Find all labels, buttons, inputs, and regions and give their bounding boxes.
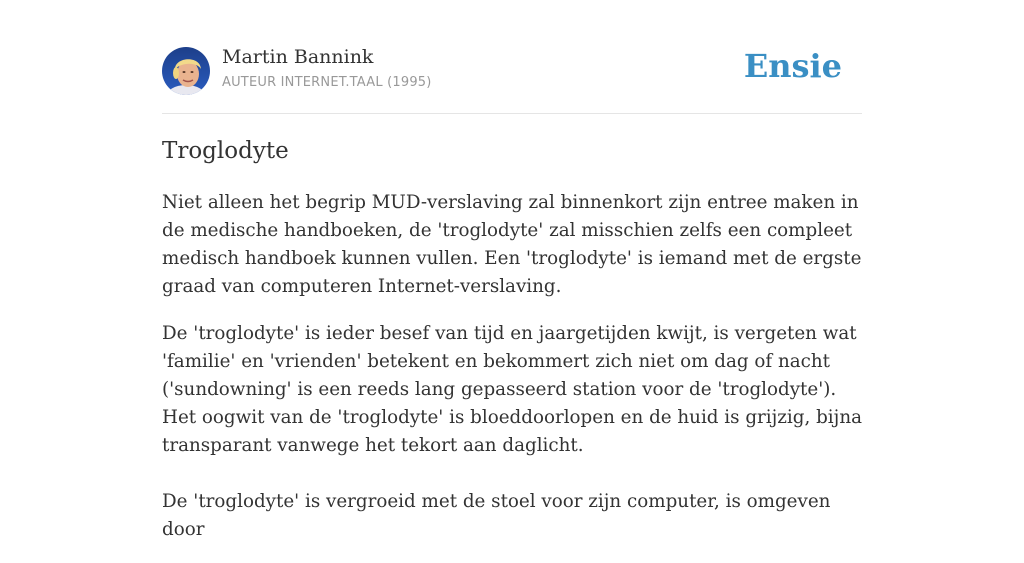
- article-paragraph: De 'troglodyte' is vergroeid met de stoel voor zijn computer, is omgeven door: [162, 491, 831, 540]
- author-avatar[interactable]: [162, 47, 210, 95]
- author-role: AUTEUR INTERNET.TAAL: [222, 75, 383, 90]
- author-year: (1995): [387, 75, 432, 90]
- article-paragraph: De 'troglodyte' is ieder besef van tijd en jaargetijden kwijt, is vergeten wat 'familie' en 'vrienden' betekent en bekommert zich niet om dag of nacht ('sundowning' is een reeds lang gepasseerd station voor de 'troglodyte'). Het oogwit van de 'troglodyte' is bloeddoorlopen en de huid is grijzig, bijna transparant vanwege het tekort aan daglicht.: [162, 323, 862, 456]
- brand-logo[interactable]: Ensie: [743, 47, 842, 85]
- article-header: [162, 0, 862, 114]
- author-meta: [222, 75, 432, 90]
- article-title: Troglodyte: [162, 138, 289, 164]
- article-container: [162, 0, 862, 540]
- author-portrait-icon: [162, 47, 210, 95]
- article-body: [162, 189, 862, 563]
- author-name[interactable]: Martin Bannink: [222, 46, 374, 68]
- article-paragraph: Niet alleen het begrip MUD-verslaving zal binnenkort zijn entree maken in de medische handboeken, de 'troglodyte' zal misschien zelfs een compleet medisch handboek kunnen vullen. Een 'troglodyte' is iemand met de ergste graad van computeren Internet-verslaving.: [162, 192, 862, 297]
